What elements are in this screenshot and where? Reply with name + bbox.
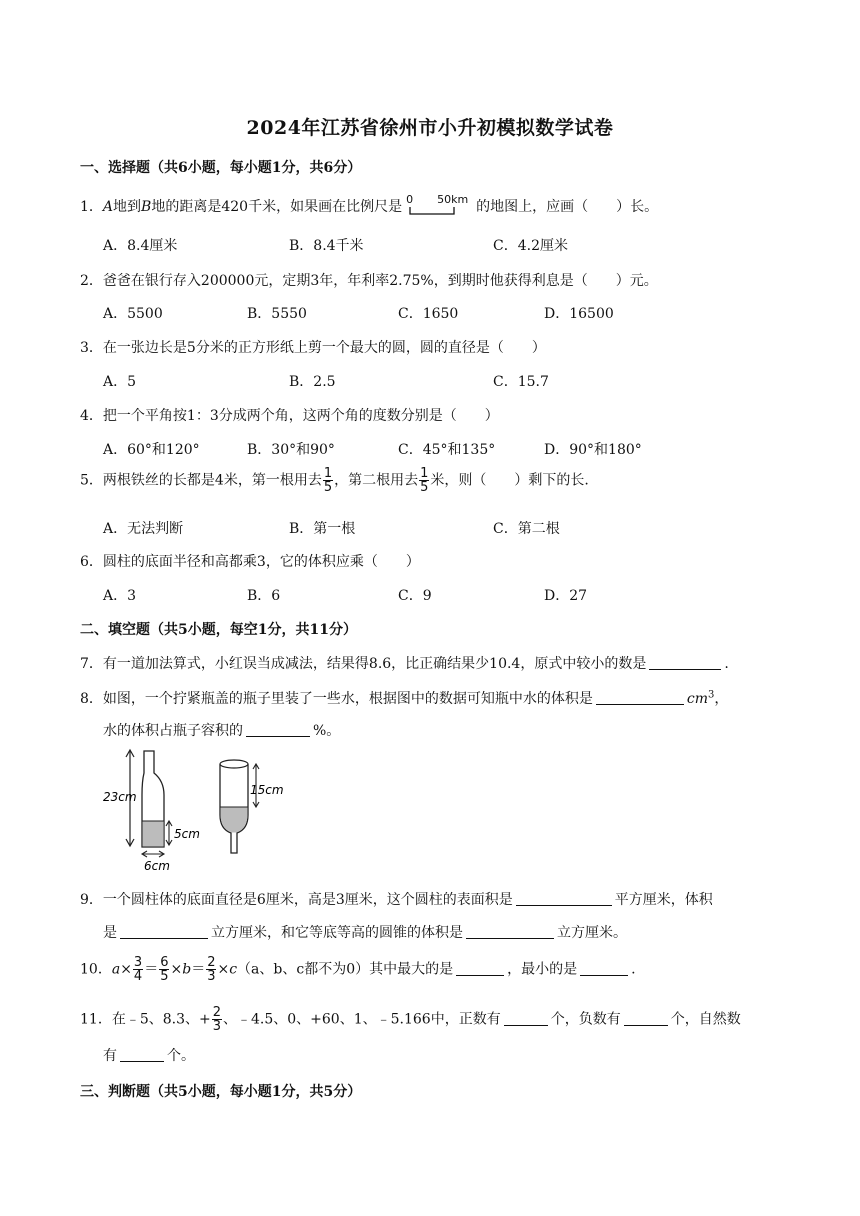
scale-left-label: 0 bbox=[406, 193, 414, 206]
q2-option-a[interactable]: A．5500 bbox=[103, 306, 163, 322]
q3-option-b[interactable]: B．2.5 bbox=[289, 374, 336, 390]
label-15cm: 15cm bbox=[250, 783, 284, 797]
q9-text-2: 平方厘米，体积 bbox=[614, 892, 713, 908]
q10-frac3-den: 3 bbox=[207, 969, 216, 984]
q11-text-4: 个，自然数 bbox=[670, 1011, 741, 1028]
q1-option-a[interactable]: A．8.4厘米 bbox=[103, 238, 178, 254]
q10-text-2: ，最小的是 bbox=[507, 961, 578, 978]
question-10 bbox=[80, 956, 636, 983]
q2-option-c[interactable]: C．1650 bbox=[398, 306, 459, 322]
question-8 bbox=[80, 688, 728, 708]
q5-option-c[interactable]: C．第二根 bbox=[493, 521, 560, 537]
question-11 bbox=[80, 1006, 741, 1033]
section-judge-heading: 三、判断题（共5小题，每小题1分，共5分） bbox=[80, 1084, 362, 1100]
q11-frac-num: 2 bbox=[212, 1005, 221, 1020]
q7-end: . bbox=[724, 656, 729, 672]
q7-answer-blank[interactable] bbox=[649, 655, 721, 670]
question-9 bbox=[80, 889, 713, 909]
q10-var-b: b bbox=[182, 961, 192, 978]
q6-option-b[interactable]: B．6 bbox=[247, 588, 281, 604]
q5-frac2-den: 5 bbox=[420, 480, 429, 495]
q3-options bbox=[103, 371, 803, 391]
section-choice-heading: 一、选择题（共6小题，每小题1分，共6分） bbox=[80, 160, 362, 176]
bottle-inverted-top bbox=[220, 760, 248, 768]
q8-text-2: 水的体积占瓶子容积的 bbox=[103, 723, 243, 739]
q5-text-3: 米，则（ ）剩下的长. bbox=[430, 472, 589, 489]
q4-options bbox=[103, 439, 803, 459]
q10-fraction-1 bbox=[133, 956, 143, 983]
question-11-line-2 bbox=[103, 1045, 195, 1065]
q3-option-a[interactable]: A．5 bbox=[103, 374, 137, 390]
q5-option-b[interactable]: B．第一根 bbox=[289, 521, 356, 537]
q4-option-d[interactable]: D．90°和180° bbox=[544, 442, 642, 458]
q1-point-a: A bbox=[102, 199, 114, 215]
q1-options bbox=[103, 235, 803, 255]
q5-text-2: ，第二根用去 bbox=[334, 472, 419, 489]
question-3: 3．在一张边长是5分米的正方形纸上剪一个最大的圆，圆的直径是（ ） bbox=[80, 340, 546, 356]
q11-text-3: 个，负数有 bbox=[550, 1011, 621, 1028]
q5-frac1-num: 1 bbox=[323, 466, 333, 481]
question-2: 2．爸爸在银行存入200000元，定期3年，年利率2.75%，到期时他获得利息是（ ）元。 bbox=[80, 273, 658, 289]
q10-frac1-den: 4 bbox=[133, 969, 143, 984]
page-title: 2024年江苏省徐州市小升初模拟数学试卷 bbox=[246, 117, 614, 139]
q6-option-c[interactable]: C．9 bbox=[398, 588, 432, 604]
q4-option-c[interactable]: C．45°和135° bbox=[398, 442, 496, 458]
q3-option-c[interactable]: C．15.7 bbox=[493, 374, 549, 390]
question-7 bbox=[80, 653, 729, 673]
label-6cm: 6cm bbox=[144, 859, 170, 873]
question-9-line-2 bbox=[103, 922, 627, 942]
scale-bar-figure bbox=[404, 193, 474, 217]
q2-options bbox=[103, 303, 803, 323]
q11-negative-blank[interactable] bbox=[624, 1011, 668, 1026]
q1-point-b: B bbox=[141, 199, 152, 215]
bottle-figure bbox=[100, 745, 300, 880]
water-upright bbox=[143, 821, 164, 847]
q4-option-b[interactable]: B．30°和90° bbox=[247, 442, 335, 458]
q9-text-4: 立方厘米，和它等底等高的圆锥的体积是 bbox=[211, 925, 463, 941]
q4-option-a[interactable]: A．60°和120° bbox=[103, 442, 200, 458]
q11-positive-blank[interactable] bbox=[504, 1011, 548, 1026]
q10-eq-2: ＝ bbox=[191, 961, 206, 978]
q1-text-1: 地到 bbox=[113, 199, 142, 215]
q8-text-1: 8．如图，一个拧紧瓶盖的瓶子里装了一些水，根据图中的数据可知瓶中水的体积是 bbox=[80, 691, 593, 707]
label-23cm: 23cm bbox=[103, 790, 137, 804]
q11-text-1: 11．在﹣5、8.3、+ bbox=[80, 1011, 211, 1028]
q9-text-5: 立方厘米。 bbox=[557, 925, 627, 941]
q1-option-c[interactable]: C．4.2厘米 bbox=[493, 238, 568, 254]
q1-text-2: 地的距离是420千米，如果画在比例尺是 bbox=[151, 199, 403, 215]
q10-end: . bbox=[631, 961, 636, 978]
q10-min-blank[interactable] bbox=[580, 961, 628, 976]
question-1 bbox=[80, 193, 658, 217]
scale-bar-line bbox=[404, 193, 474, 217]
q11-text-5: 有 bbox=[103, 1048, 117, 1064]
section-fill-heading: 二、填空题（共5小题，每空1分，共11分） bbox=[80, 622, 357, 638]
q5-fraction-2 bbox=[419, 467, 429, 494]
label-5cm: 5cm bbox=[174, 827, 200, 841]
q1-number: 1． bbox=[80, 199, 103, 215]
q10-fraction-2 bbox=[159, 956, 169, 983]
q1-option-b[interactable]: B．8.4千米 bbox=[289, 238, 364, 254]
q10-var-c: c bbox=[229, 961, 238, 978]
q5-option-a[interactable]: A．无法判断 bbox=[103, 521, 184, 537]
q9-surface-blank[interactable] bbox=[516, 891, 612, 906]
q9-text-3: 是 bbox=[103, 925, 117, 941]
q11-fraction bbox=[212, 1006, 222, 1033]
q10-frac2-num: 6 bbox=[160, 955, 169, 970]
q10-times-3: × bbox=[217, 961, 230, 978]
q8-comma: ， bbox=[714, 691, 729, 707]
q10-times-1: × bbox=[120, 961, 132, 978]
q11-natural-blank[interactable] bbox=[120, 1047, 164, 1062]
q5-frac1-den: 5 bbox=[323, 480, 333, 495]
q9-cone-blank[interactable] bbox=[466, 924, 554, 939]
q5-options bbox=[103, 518, 803, 538]
q6-option-a[interactable]: A．3 bbox=[103, 588, 137, 604]
q10-text-1: （a、b、c都不为0）其中最大的是 bbox=[237, 961, 454, 978]
q11-text-6: 个。 bbox=[167, 1048, 195, 1064]
q5-fraction-1 bbox=[323, 467, 333, 494]
q10-frac2-den: 5 bbox=[160, 969, 169, 984]
q9-volume-blank[interactable] bbox=[120, 924, 208, 939]
q10-max-blank[interactable] bbox=[456, 961, 504, 976]
q10-frac1-num: 3 bbox=[133, 955, 143, 970]
q11-frac-den: 3 bbox=[212, 1019, 221, 1034]
question-6: 6．圆柱的底面半径和高都乘3，它的体积应乘（ ） bbox=[80, 554, 420, 570]
q11-text-2: 、﹣4.5、0、+60、1、﹣5.166中，正数有 bbox=[223, 1011, 501, 1028]
scale-right-label: 50km bbox=[437, 193, 469, 206]
q10-eq-1: ＝ bbox=[144, 961, 159, 978]
q10-times-2: × bbox=[170, 961, 183, 978]
q9-text-1: 9．一个圆柱体的底面直径是6厘米，高是3厘米，这个圆柱的表面积是 bbox=[80, 892, 513, 908]
q10-frac3-num: 2 bbox=[207, 955, 216, 970]
q5-text-1: 5．两根铁丝的长都是4米，第一根用去 bbox=[80, 472, 322, 489]
q2-option-d[interactable]: D．16500 bbox=[544, 306, 614, 322]
q6-options bbox=[103, 585, 803, 605]
q2-option-b[interactable]: B．5550 bbox=[247, 306, 307, 322]
q8-unit: cm bbox=[686, 691, 709, 707]
q10-fraction-3 bbox=[206, 956, 216, 983]
q6-option-d[interactable]: D．27 bbox=[544, 588, 588, 604]
q7-text: 7．有一道加法算式，小红误当成减法，结果得8.6，比正确结果少10.4，原式中较小的数是 bbox=[80, 656, 647, 672]
q8-text-3: %。 bbox=[313, 723, 341, 739]
question-8-line-2 bbox=[103, 720, 340, 740]
question-4: 4．把一个平角按1：3分成两个角，这两个角的度数分别是（ ） bbox=[80, 408, 499, 424]
q10-var-a: a bbox=[111, 961, 121, 978]
q8-percent-blank[interactable] bbox=[246, 722, 310, 737]
q8-volume-blank[interactable] bbox=[596, 690, 684, 705]
q1-text-3: 的地图上，应画（ ）长。 bbox=[476, 199, 659, 215]
question-5 bbox=[80, 467, 589, 494]
q5-frac2-num: 1 bbox=[420, 466, 429, 481]
q10-number: 10． bbox=[80, 961, 112, 978]
q8-unit-exp: 3 bbox=[708, 689, 715, 701]
